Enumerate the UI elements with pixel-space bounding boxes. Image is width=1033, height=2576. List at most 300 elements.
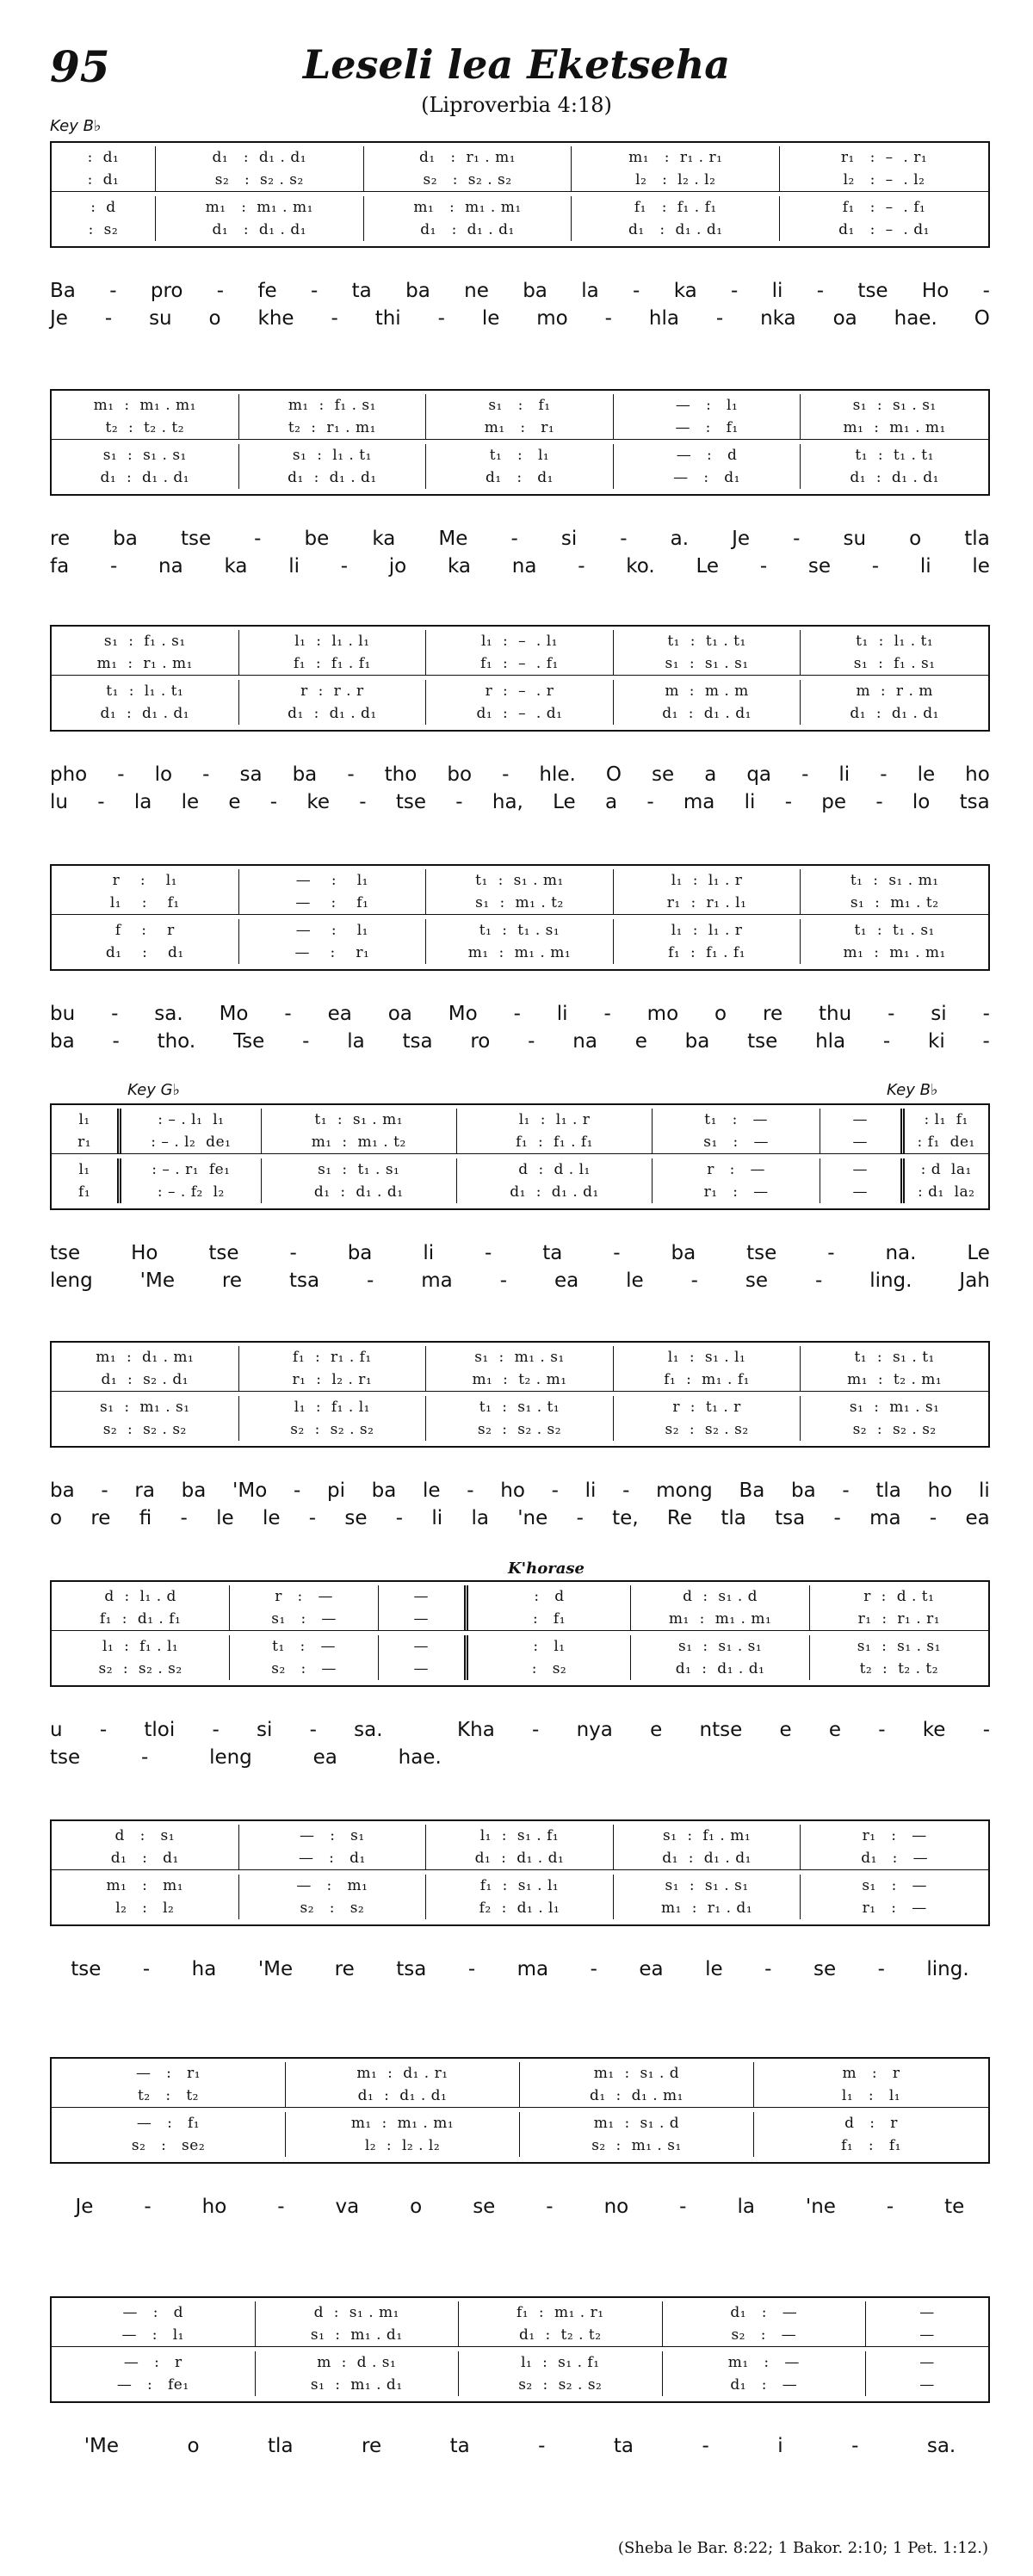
- lyrics-block: [50, 1000, 990, 1055]
- lyric-syllable: hla: [815, 1030, 846, 1053]
- lyric-syllable: se: [344, 1507, 368, 1529]
- upper-staff: [52, 630, 988, 675]
- lyric-syllable: -: [759, 555, 768, 578]
- lyric-syllable: ba: [50, 1480, 75, 1502]
- lyric-syllable: pro: [150, 280, 183, 302]
- measure: [572, 146, 780, 191]
- measure: [52, 394, 239, 439]
- solfa-row: —: [919, 2376, 935, 2394]
- lyric-syllable: -: [888, 1003, 895, 1025]
- lyric-syllable: o: [208, 307, 221, 330]
- solfa-row: d : d . l₁: [518, 1161, 591, 1178]
- lyric-syllable: lo: [912, 791, 931, 813]
- measure: [614, 394, 801, 439]
- measure: [239, 919, 427, 964]
- lyric-syllable: -: [467, 1480, 474, 1502]
- solfa-row: m₁ : d₁ . r₁: [356, 2065, 448, 2082]
- lyric-syllable: -: [633, 280, 640, 302]
- music-system: [50, 2296, 990, 2403]
- lyric-syllable: -: [340, 555, 349, 578]
- lyric-syllable: -: [603, 1003, 611, 1025]
- measure: [614, 1396, 801, 1441]
- lyric-syllable: sa.: [154, 1003, 183, 1025]
- solfa-row: t₁ : —: [272, 1638, 336, 1655]
- solfa-row: l₁: [78, 1161, 90, 1178]
- music-system: [50, 1819, 990, 1926]
- lyric-syllable: re: [221, 1269, 243, 1292]
- lyric-syllable: -: [112, 1030, 120, 1053]
- lyric-syllable: Ho: [131, 1242, 158, 1264]
- lyric-syllable: ea: [327, 1003, 352, 1025]
- solfa-row: — : f₁: [675, 419, 739, 436]
- solfa-row: d₁ : —: [730, 2376, 798, 2394]
- solfa-row: l₂ : l₂ . l₂: [635, 171, 716, 188]
- lyric-syllable: leng: [209, 1746, 252, 1769]
- measure: [52, 1396, 239, 1441]
- solfa-row: d₁ : – . d₁: [476, 705, 563, 722]
- measure: [459, 2351, 663, 2396]
- solfa-row: d₁ : d₁ . d₁: [313, 1183, 404, 1201]
- staff-divider: [52, 1869, 988, 1870]
- lyric-syllable: -: [499, 1269, 508, 1292]
- lyric-line: [50, 2432, 990, 2460]
- measure: [426, 869, 614, 914]
- solfa-row: —: [919, 2304, 935, 2321]
- lyric-syllable: tsa: [775, 1507, 806, 1529]
- staff-divider: [52, 1153, 988, 1154]
- lower-staff: [52, 1158, 988, 1203]
- lyric-syllable: -: [117, 763, 125, 786]
- lyric-syllable: -: [311, 280, 319, 302]
- lyric-syllable: -: [929, 1507, 937, 1529]
- solfa-row: l₁ : l₁ . r: [671, 922, 743, 939]
- lyric-syllable: ba: [113, 528, 138, 550]
- solfa-row: t₂ : t₂: [138, 2087, 199, 2104]
- solfa-row: l₁ : f₁ . l₁: [294, 1399, 370, 1416]
- solfa-row: l₁ : s₁ . f₁: [479, 1827, 560, 1844]
- lyric-syllable: -: [827, 1242, 835, 1264]
- lyric-syllable: -: [302, 1030, 310, 1053]
- lyrics-block: [50, 1477, 990, 1532]
- lyric-syllable: le: [626, 1269, 644, 1292]
- solfa-row: f₁ : s₁ . l₁: [479, 1877, 560, 1894]
- solfa-row: d₁ : d₁: [485, 469, 554, 486]
- lyric-syllable: tla: [875, 1480, 901, 1502]
- measure: [572, 196, 780, 241]
- measure: [801, 919, 988, 964]
- lyric-syllable: la: [581, 280, 599, 302]
- solfa-row: f₁ : f₁ . f₁: [668, 944, 746, 961]
- solfa-row: r : —: [707, 1161, 766, 1178]
- solfa-row: t₂ : t₂ . t₂: [105, 419, 185, 436]
- solfa-row: l₁ : s₁ . l₁: [667, 1349, 746, 1366]
- measure: [364, 196, 572, 241]
- lyric-syllable: sa: [239, 763, 263, 786]
- solfa-row: r₁ : r₁ . l₁: [666, 894, 747, 911]
- measure: [801, 680, 988, 725]
- lyrics-block: [50, 525, 990, 580]
- lyric-syllable: -: [331, 307, 338, 330]
- lyric-syllable: re: [90, 1507, 111, 1529]
- lyric-syllable: -: [886, 2196, 894, 2218]
- lyric-syllable: ne: [464, 280, 489, 302]
- lyric-syllable: hae.: [398, 1746, 442, 1769]
- measure: [52, 196, 156, 241]
- solfa-row: m₁ : r₁: [484, 419, 555, 436]
- lyric-syllable: -: [347, 763, 355, 786]
- hymn-subtitle: (Liproverbia 4:18): [421, 93, 612, 117]
- lyric-syllable: -: [99, 1719, 108, 1741]
- solfa-row: t₁ : s₁ . m₁: [475, 872, 564, 889]
- music-system: [50, 864, 990, 971]
- measure: [801, 394, 988, 439]
- solfa-row: t₁ : l₁ . t₁: [106, 683, 184, 700]
- lyric-syllable: ea: [312, 1746, 337, 1769]
- solfa-row: d₁ : d₁ . d₁: [662, 705, 752, 722]
- lyric-syllable: ling.: [926, 1958, 969, 1980]
- solfa-row: s₁ : —: [703, 1134, 769, 1151]
- solfa-row: —: [413, 1660, 429, 1677]
- measure: [653, 1109, 820, 1153]
- solfa-row: m₁ : m₁ . m₁: [843, 419, 946, 436]
- lyric-syllable: si: [560, 528, 578, 550]
- lyric-syllable: su: [843, 528, 867, 550]
- lyric-syllable: hla: [648, 307, 679, 330]
- lyric-syllable: li: [556, 1003, 568, 1025]
- lyric-syllable: tla: [964, 528, 990, 550]
- lyric-syllable: na: [511, 555, 537, 578]
- lyrics-block: [50, 1955, 990, 1983]
- solfa-row: d₁ : d₁ . d₁: [288, 705, 377, 722]
- solfa-row: m₁ : m₁ . m₁: [843, 944, 946, 961]
- measure: [631, 1585, 809, 1630]
- chorus-label: K'horase: [508, 1560, 585, 1578]
- solfa-row: — : d₁: [298, 1850, 366, 1867]
- measure: [239, 1396, 427, 1441]
- lyrics-block: [50, 2432, 990, 2460]
- lyric-syllable: ba: [791, 1480, 816, 1502]
- solfa-row: t₁ : s₁ . t₁: [854, 1349, 935, 1366]
- lyrics-block: [50, 1239, 990, 1294]
- key-label-3: Key B♭: [887, 1081, 938, 1099]
- upper-staff: [52, 146, 988, 191]
- lyric-syllable: -: [851, 2435, 859, 2457]
- solfa-row: m₁ : f₁ . s₁: [288, 397, 376, 414]
- lyric-syllable: -: [359, 791, 367, 813]
- measure: [820, 1109, 904, 1153]
- lyric-syllable: mo: [536, 307, 568, 330]
- lyric-syllable: ki: [928, 1030, 945, 1053]
- lower-staff: [52, 1396, 988, 1441]
- lyric-syllable: o: [714, 1003, 727, 1025]
- solfa-row: s₁ : m₁ . s₁: [100, 1399, 190, 1416]
- solfa-row: l₁ : f₁: [109, 894, 180, 911]
- lyric-syllable: -: [528, 1030, 535, 1053]
- solfa-row: —: [852, 1183, 869, 1201]
- solfa-row: r₁ : r₁ . r₁: [857, 1610, 941, 1628]
- lyric-syllable: si: [931, 1003, 947, 1025]
- lyric-syllable: na: [158, 555, 183, 578]
- solfa-row: — : r: [123, 2354, 182, 2371]
- solfa-row: t₁ : t₁ . s₁: [479, 922, 560, 939]
- solfa-row: r₁ : —: [862, 1900, 927, 1917]
- upper-staff: [52, 1346, 988, 1391]
- lyric-syllable: -: [485, 1242, 492, 1264]
- lyric-syllable: ha: [191, 1958, 217, 1980]
- lyric-syllable: -: [793, 528, 801, 550]
- measure: [52, 444, 239, 489]
- solfa-row: s₂ : s₂ . s₂: [214, 171, 304, 188]
- solfa-row: —: [919, 2326, 935, 2344]
- lyric-syllable: se: [807, 555, 832, 578]
- measure: [801, 869, 988, 914]
- lyric-syllable: nka: [760, 307, 796, 330]
- solfa-row: s₂ : se₂: [131, 2137, 206, 2154]
- measure: [52, 1158, 121, 1203]
- lyric-syllable: na: [572, 1030, 597, 1053]
- solfa-row: l₁ : – . l₁: [481, 633, 558, 650]
- measure: [754, 2112, 988, 2157]
- lyric-syllable: o: [187, 2435, 200, 2457]
- solfa-row: —: [919, 2354, 935, 2371]
- measure: [256, 2301, 460, 2346]
- lyric-syllable: -: [277, 2196, 285, 2218]
- lyric-syllable: ha,: [492, 791, 523, 813]
- measure: [239, 630, 427, 675]
- lyric-syllable: -: [308, 1507, 317, 1529]
- measure: [230, 1585, 379, 1630]
- solfa-row: d₁ : d₁ . m₁: [590, 2087, 684, 2104]
- solfa-row: : – . l₂ de₁: [151, 1134, 232, 1151]
- lyric-syllable: ka: [448, 555, 472, 578]
- solfa-row: d₁ : d₁ . d₁: [100, 705, 190, 722]
- lyric-syllable: o: [410, 2196, 423, 2218]
- measure: [262, 1158, 457, 1203]
- solfa-row: f₁ : – . f₁: [480, 655, 559, 672]
- lyric-syllable: 'ne: [805, 2196, 836, 2218]
- lyric-line: [50, 2193, 990, 2221]
- measure: [364, 146, 572, 191]
- solfa-row: : s₂: [88, 221, 119, 238]
- lyric-syllable: jo: [388, 555, 407, 578]
- measure: [426, 1346, 614, 1391]
- lyric-syllable: -: [202, 763, 210, 786]
- lyric-syllable: -: [622, 1480, 630, 1502]
- solfa-row: d₁ : d₁ . d₁: [474, 1850, 565, 1867]
- lyric-syllable: li: [431, 1507, 443, 1529]
- lyric-syllable: li: [288, 555, 300, 578]
- solfa-row: l₁ : l₁ . r: [518, 1111, 591, 1128]
- solfa-row: d₁ : d₁ . d₁: [420, 221, 515, 238]
- lyric-syllable: ba: [181, 1480, 207, 1502]
- lyric-syllable: mong: [656, 1480, 713, 1502]
- measure: [239, 680, 427, 725]
- lyric-syllable: ka: [673, 280, 697, 302]
- lyric-syllable: -: [180, 1507, 188, 1529]
- solfa-row: r : d . t₁: [863, 1588, 935, 1605]
- lyric-syllable: si: [257, 1719, 273, 1741]
- solfa-row: l₁: [78, 1111, 90, 1128]
- solfa-row: m : r . m: [856, 683, 933, 700]
- measure: [810, 1635, 988, 1680]
- lyric-syllable: lu: [50, 791, 68, 813]
- solfa-row: r : —: [275, 1588, 333, 1605]
- solfa-row: s₂ : s₂: [300, 1900, 365, 1917]
- solfa-row: d₁ : —: [730, 2304, 798, 2321]
- measure: [653, 1158, 820, 1203]
- lyric-line: [50, 788, 990, 816]
- lyric-line: [50, 761, 990, 788]
- measure: [52, 1875, 239, 1919]
- lyric-syllable: tloi: [144, 1719, 176, 1741]
- lyric-syllable: -: [101, 1480, 108, 1502]
- solfa-row: t₁ : —: [704, 1111, 769, 1128]
- solfa-row: s₁ : l₁ . t₁: [292, 447, 372, 464]
- lyric-syllable: tse: [208, 1242, 239, 1264]
- measure: [820, 1158, 904, 1203]
- solfa-row: s₁ : s₁ . s₁: [678, 1638, 763, 1655]
- lyric-syllable: le: [423, 1480, 441, 1502]
- solfa-row: s₂ : s₂ . s₂: [477, 1421, 562, 1438]
- solfa-row: f₁ : – . f₁: [842, 199, 926, 216]
- solfa-row: d₁ : d₁: [105, 944, 184, 961]
- lyric-syllable: Je: [732, 528, 751, 550]
- lyric-syllable: -: [109, 280, 117, 302]
- solfa-row: : d: [90, 199, 116, 216]
- lyric-syllable: ba: [292, 763, 318, 786]
- lyric-syllable: tla: [721, 1507, 746, 1529]
- lyric-syllable: o: [50, 1507, 63, 1529]
- solfa-row: d : r: [844, 2115, 898, 2132]
- solfa-row: s₁ : s₁ . s₁: [665, 655, 749, 672]
- lyric-syllable: te,: [612, 1507, 639, 1529]
- measure: [52, 680, 239, 725]
- hymn-number: 95: [50, 41, 110, 92]
- lyric-syllable: Tse: [232, 1030, 265, 1053]
- measure: [457, 1109, 653, 1153]
- measure: [239, 1875, 427, 1919]
- measure: [426, 680, 614, 725]
- solfa-row: — : l₁: [121, 2326, 184, 2344]
- measure: [239, 869, 427, 914]
- lyric-syllable: -: [576, 1507, 584, 1529]
- solfa-row: m₁ : m₁ . m₁: [467, 944, 572, 961]
- lyric-line: [50, 1744, 990, 1771]
- solfa-row: m₁ : r₁ . m₁: [96, 655, 193, 672]
- solfa-row: m₁ : r₁ . d₁: [661, 1900, 753, 1917]
- lyric-line: [50, 1239, 990, 1267]
- lyric-syllable: ntse: [699, 1719, 743, 1741]
- lyric-syllable: a: [704, 763, 717, 786]
- measure: [614, 444, 801, 489]
- lyric-syllable: -: [455, 791, 463, 813]
- solfa-row: — : f₁: [136, 2115, 201, 2132]
- lyric-syllable: -: [875, 791, 883, 813]
- solfa-row: r : t₁ . r: [672, 1399, 741, 1416]
- lyric-syllable: -: [814, 1269, 823, 1292]
- measure: [905, 1109, 988, 1153]
- measure: [52, 2062, 286, 2107]
- lyric-syllable: pe: [821, 791, 847, 813]
- lyric-syllable: -: [604, 307, 612, 330]
- lyric-syllable: tse: [395, 791, 427, 813]
- lyric-syllable: ka: [224, 555, 248, 578]
- lyric-syllable: -: [801, 763, 809, 786]
- lyric-syllable: ea: [554, 1269, 579, 1292]
- lyric-syllable: li: [744, 791, 756, 813]
- lyric-syllable: oa: [387, 1003, 412, 1025]
- measure: [614, 630, 801, 675]
- solfa-row: r₁ : l₂ . r₁: [292, 1371, 373, 1388]
- lyric-syllable: o: [909, 528, 922, 550]
- lyric-line: [50, 305, 990, 332]
- lyric-syllable: ma: [869, 1507, 901, 1529]
- solfa-row: s₁ : f₁: [488, 397, 551, 414]
- lyric-syllable: se: [745, 1269, 769, 1292]
- solfa-row: d₁ : d₁ . d₁: [212, 221, 307, 238]
- solfa-row: l₁ : l₁: [841, 2087, 901, 2104]
- lyric-syllable: -: [679, 2196, 687, 2218]
- lyric-syllable: -: [590, 1958, 597, 1980]
- lyrics-block: [50, 2193, 990, 2221]
- measure: [663, 2301, 867, 2346]
- lyric-syllable: e: [779, 1719, 792, 1741]
- lyric-syllable: u: [50, 1719, 63, 1741]
- lyric-syllable: -: [731, 280, 739, 302]
- solfa-row: s₁ : m₁ . s₁: [474, 1349, 565, 1366]
- lyric-syllable: ba: [671, 1242, 696, 1264]
- lyric-syllable: re: [763, 1003, 783, 1025]
- lyric-syllable: -: [882, 1030, 891, 1053]
- solfa-row: : s₂: [531, 1660, 567, 1677]
- solfa-row: t₂ : t₂ . t₂: [859, 1660, 939, 1677]
- measure: [52, 1635, 230, 1680]
- lyric-syllable: ba: [50, 1030, 75, 1053]
- lyric-syllable: li: [423, 1242, 435, 1264]
- lyric-syllable: -: [284, 1003, 292, 1025]
- lyric-syllable: tse: [857, 280, 888, 302]
- lyric-line: [50, 525, 990, 553]
- lyric-syllable: ling.: [869, 1269, 912, 1292]
- solfa-row: f₁ : f₁ . f₁: [634, 199, 717, 216]
- lyric-syllable: -: [702, 2435, 709, 2457]
- staff-divider: [52, 675, 988, 676]
- lyric-syllable: -: [502, 763, 510, 786]
- solfa-row: s₁ : m₁ . d₁: [310, 2376, 403, 2394]
- lyric-syllable: 'ne: [517, 1507, 548, 1529]
- measure: [426, 1875, 614, 1919]
- lyric-syllable: qa: [746, 763, 772, 786]
- solfa-row: s₁ : f₁ . s₁: [853, 655, 936, 672]
- measure: [468, 1585, 632, 1630]
- lyric-syllable: va: [335, 2196, 360, 2218]
- lyric-syllable: -: [620, 528, 628, 550]
- solfa-row: — : d₁: [673, 469, 740, 486]
- staff-divider: [52, 439, 988, 440]
- measure: [801, 1875, 988, 1919]
- solfa-row: — : r₁: [135, 2065, 201, 2082]
- lyric-syllable: -: [532, 1719, 540, 1741]
- lyric-syllable: la: [347, 1030, 365, 1053]
- lyric-syllable: tho.: [157, 1030, 196, 1053]
- solfa-row: d : s₁: [114, 1827, 176, 1844]
- upper-staff: [52, 869, 988, 914]
- lyric-syllable: oa: [832, 307, 857, 330]
- solfa-row: m₁ : —: [727, 2354, 800, 2371]
- measure: [754, 2062, 988, 2107]
- measure: [810, 1585, 988, 1630]
- lyric-syllable: le: [972, 555, 990, 578]
